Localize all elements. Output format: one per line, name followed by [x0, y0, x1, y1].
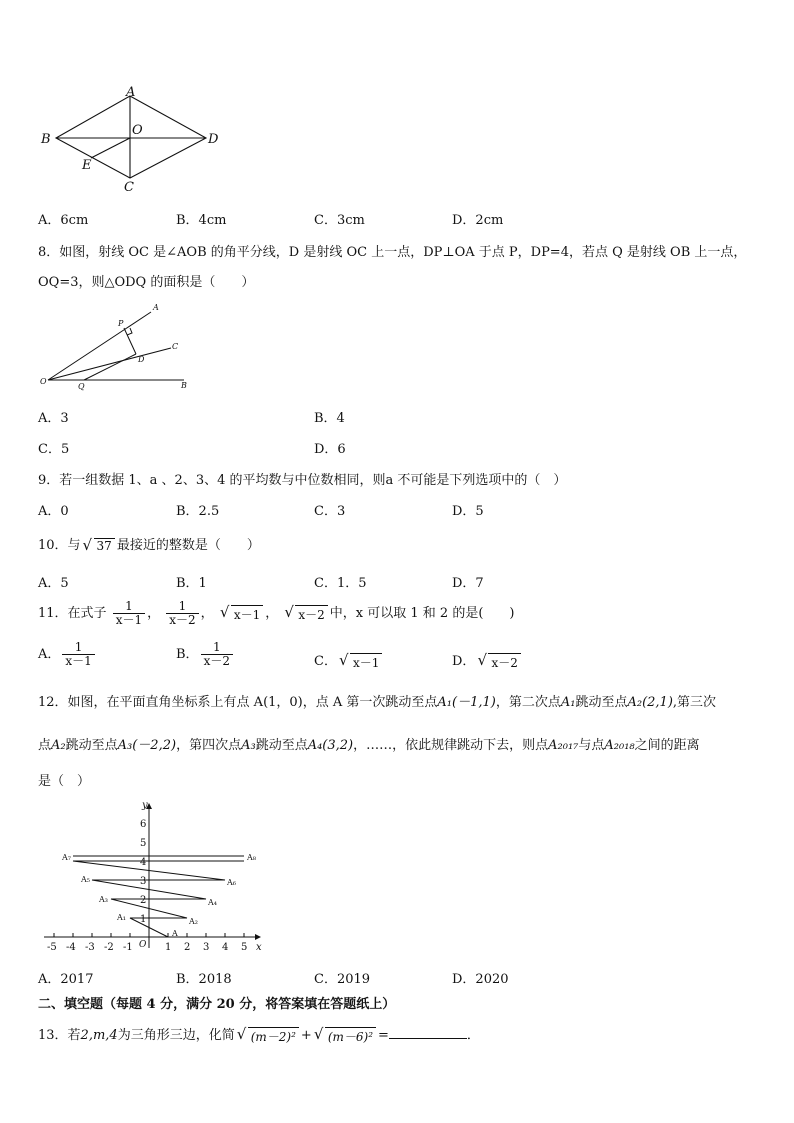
- label-E: E: [82, 158, 92, 173]
- q8-option-c: C．5: [38, 442, 70, 457]
- label-O: O: [132, 123, 143, 138]
- point-A: A: [172, 929, 178, 938]
- q8-option-b: B．4: [314, 411, 345, 426]
- q10-suffix: 最接近的整数是（ ）: [116, 538, 260, 553]
- q9-option-d: D．5: [452, 504, 484, 519]
- q8-option-d: D．6: [314, 442, 346, 457]
- x-tick: -5: [47, 942, 57, 953]
- q10-prefix: 10．与: [38, 538, 81, 553]
- q10-option-d: D．7: [452, 576, 484, 591]
- q12-line3: 是（ ）: [38, 774, 91, 789]
- label-A: A: [126, 85, 136, 100]
- q12-option-d: D．2020: [452, 972, 509, 987]
- q9-option-a: A．0: [38, 504, 69, 519]
- q10-text: [38, 534, 260, 553]
- label-C: C: [172, 342, 179, 351]
- x-tick: 1: [165, 942, 172, 953]
- q7-option-a: A．6cm: [38, 213, 89, 228]
- origin-label: O: [139, 940, 147, 950]
- q9-text: 9．若一组数据 1、a 、2、3、4 的平均数与中位数相同，则a 不可能是下列选项中的（ ）: [38, 473, 567, 488]
- y-tick: 5: [140, 838, 147, 849]
- q12-line1: 12．如图，在平面直角坐标系上有点 A(1，0)，点 A 第一次跳动至点A₁(－1,1)，第二次点A₁跳动至点A₂(2,1),第三次: [38, 695, 717, 710]
- sqrt-1: √ x－1: [220, 605, 263, 623]
- q12-option-c: C．2019: [314, 972, 371, 987]
- label-O: O: [40, 377, 47, 386]
- point-A3: A₃: [99, 895, 108, 904]
- q7-option-b: B．4cm: [176, 213, 227, 228]
- point-A5: A₅: [81, 875, 90, 884]
- y-tick: 6: [140, 819, 147, 830]
- x-tick: -3: [85, 942, 95, 953]
- y-tick: 3: [140, 876, 147, 887]
- y-tick: 4: [140, 857, 147, 868]
- q10-option-b: B．1: [176, 576, 207, 591]
- x-tick: 4: [222, 942, 229, 953]
- rhombus-figure: [36, 84, 226, 194]
- q11-option-c: C．√ x－1: [314, 650, 384, 671]
- point-A8: A₈: [247, 853, 256, 862]
- q11-text: 11．在式子 $\frac{1}{x-1}$ ， $\frac{1}{x-2}$ ， √ x－1 ， √ x－2 中，x 可以取 1 和 2 的是( ): [38, 600, 514, 627]
- point-A6: A₆: [227, 878, 236, 887]
- q12-option-a: A．2017: [38, 972, 94, 987]
- coordinate-plane-figure: [36, 796, 272, 954]
- section-heading: 二、填空题（每题 4 分，满分 20 分，将答案填在答题纸上）: [38, 997, 396, 1012]
- x-axis-label: x: [256, 942, 262, 953]
- answer-blank[interactable]: [389, 1026, 467, 1039]
- x-tick: 5: [241, 942, 248, 953]
- y-axis-label: y: [142, 800, 148, 811]
- q8-option-a: A．3: [38, 411, 69, 426]
- point-A2: A₂: [189, 917, 198, 926]
- sqrt-2: √ (m－6)²: [314, 1027, 376, 1045]
- q11-option-d: D．√ x－2: [452, 650, 523, 671]
- sqrt-1: √ (m－2)²: [237, 1027, 299, 1045]
- fraction-1: $\frac{1}{x-1}$: [113, 600, 145, 627]
- point-A4: A₄: [208, 898, 217, 907]
- label-D: D: [138, 355, 145, 364]
- x-tick: 2: [184, 942, 191, 953]
- q13-text: 13．若2,m,4为三角形三边，化简√ (m－2)² +√ (m－6)² = ．: [38, 1024, 480, 1045]
- x-tick: -1: [123, 942, 133, 953]
- q8-line2: OQ=3，则△ODQ 的面积是（ ）: [38, 275, 255, 290]
- q8-line1: 8．如图，射线 OC 是∠AOB 的角平分线，D 是射线 OC 上一点，DP⊥OA 于点 P，DP=4，若点 Q 是射线 OB 上一点，: [38, 245, 747, 260]
- label-B: B: [181, 381, 187, 390]
- q11-option-b: B． $\frac{1}{x-2}$: [176, 641, 235, 668]
- label-B: B: [41, 132, 51, 147]
- label-C: C: [124, 180, 134, 194]
- label-Q: Q: [78, 382, 85, 391]
- q10-option-a: A．5: [38, 576, 69, 591]
- x-tick: 3: [203, 942, 210, 953]
- point-A1: A₁: [117, 913, 126, 922]
- q7-option-d: D．2cm: [452, 213, 504, 228]
- q11-prefix: 11．在式子: [38, 606, 107, 622]
- q12-option-b: B．2018: [176, 972, 232, 987]
- y-tick: 1: [140, 914, 147, 925]
- q12-line2: 点A₂跳动至点A₃(－2,2)，第四次点A₃跳动至点A₄(3,2)，……，依此规律跳动下去，则点A₂₀₁₇与点A₂₀₁₈之间的距离: [38, 738, 700, 753]
- point-A7: A₇: [62, 853, 71, 862]
- x-tick: -4: [66, 942, 76, 953]
- label-P: P: [118, 319, 124, 328]
- sqrt-37: √ 37: [83, 538, 115, 553]
- fraction-2: $\frac{1}{x-2}$: [166, 600, 198, 627]
- q11-suffix: 中，x 可以取 1 和 2 的是( ): [329, 606, 515, 622]
- sqrt-2: √ x－2: [284, 605, 327, 623]
- q9-option-c: C．3: [314, 504, 346, 519]
- angle-bisector-figure: [36, 296, 196, 392]
- label-A: A: [153, 303, 159, 312]
- q9-option-b: B．2.5: [176, 504, 220, 519]
- q11-option-a: A． $\frac{1}{x-1}$: [38, 641, 97, 668]
- q10-option-c: C．1．5: [314, 576, 367, 591]
- label-D: D: [208, 132, 219, 147]
- x-tick: -2: [104, 942, 114, 953]
- q7-option-c: C．3cm: [314, 213, 365, 228]
- y-tick: 2: [140, 895, 147, 906]
